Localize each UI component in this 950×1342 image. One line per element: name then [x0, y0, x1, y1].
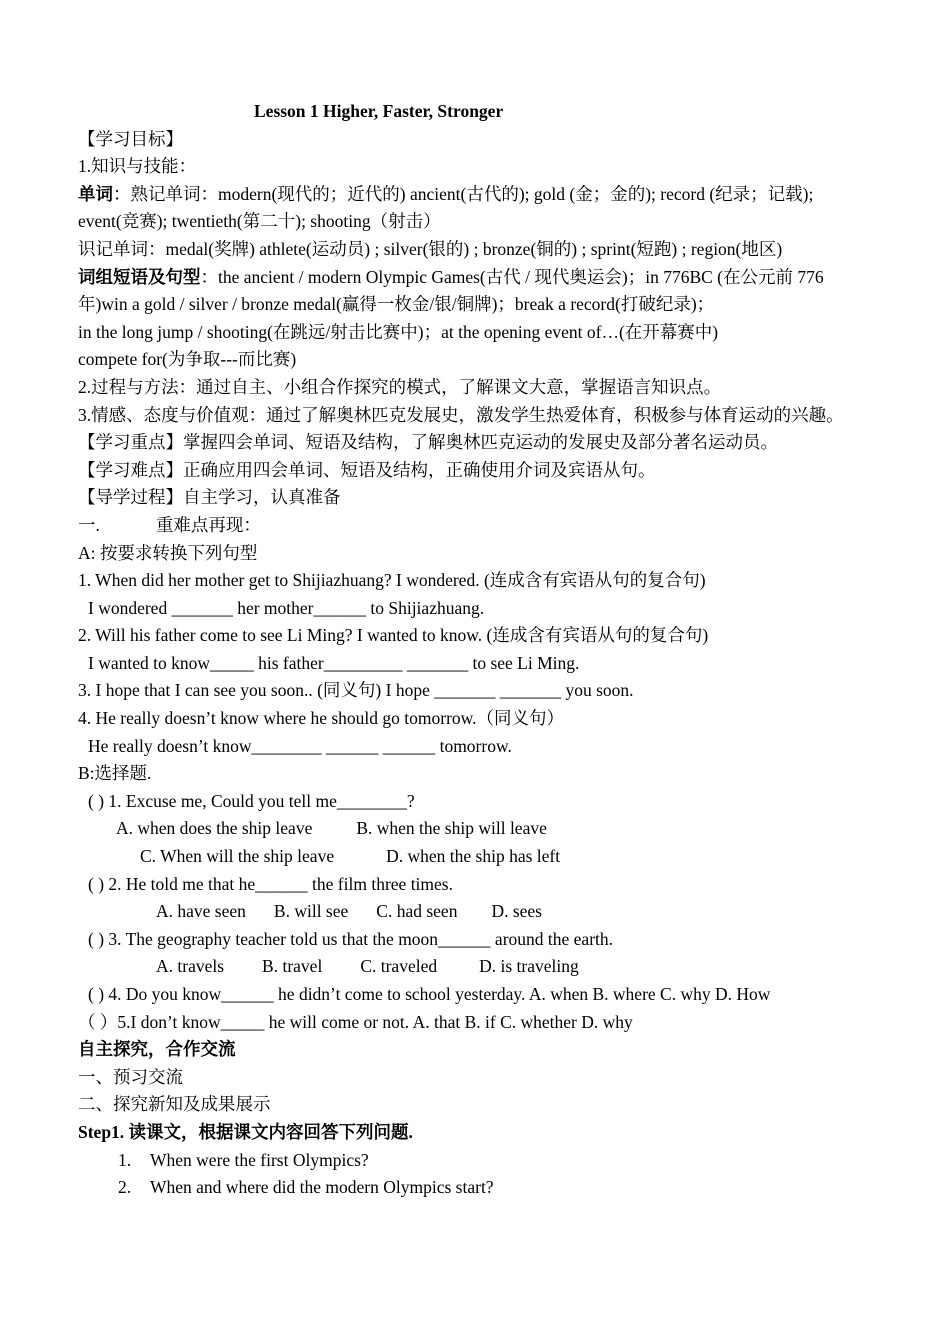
part-b-q3-options: [78, 953, 908, 981]
option-c: C. traveled: [360, 956, 438, 977]
guide-header: 【导学过程】自主学习，认真准备: [78, 487, 341, 508]
option-b: B. travel: [262, 956, 323, 977]
process-text: 2.过程与方法：通过自主、小组合作探究的模式，了解课文大意，掌握语言知识点。: [78, 376, 722, 397]
option-b: B. will see: [273, 901, 349, 922]
option-a: A. when does the ship leave: [116, 818, 313, 839]
phrases-line-1: [78, 264, 908, 292]
question-text: When were the first Olympics?: [150, 1149, 369, 1170]
question-number: 1.: [118, 1149, 132, 1170]
attitude-text: 3.情感、态度与价值观：通过了解奥林匹克发展史，激发学生热爱体育，积极参与体育运动的兴趣。: [78, 404, 844, 425]
part-a-q1: 1. When did her mother get to Shijiazhuang? I wondered. (连成含有宾语从句的复合句): [78, 570, 706, 591]
part-a-a1: I wondered _______ her mother______ to Shijiazhuang.: [88, 597, 485, 618]
part-a-q4: 4. He really doesn’t know where he should go tomorrow.（同义句）: [78, 708, 565, 729]
vocab-line-1: [78, 181, 908, 209]
option-c: C. had seen: [376, 901, 458, 922]
vocab-line-2: event(竞赛); twentieth(第二十); shooting（射击）: [78, 211, 441, 232]
preview-heading: 一、预习交流: [78, 1066, 183, 1087]
vocab-label: 单词: [78, 183, 113, 204]
part-b-q1-options-cd: [78, 843, 908, 871]
objectives-header: 【学习目标】: [78, 128, 183, 149]
part-a-q3: 3. I hope that I can see you soon.. (同义句) I hope _______ _______ you soon.: [78, 680, 634, 701]
phrases-label: 词组短语及句型: [78, 266, 201, 287]
part-b-q2-options: [78, 898, 908, 926]
part-b-q2: ( ) 2. He told me that he______ the film three times.: [88, 873, 453, 894]
phrases-line-2: 年)win a gold / silver / bronze medal(赢得一枚金/银/铜牌)；break a record(打破纪录)；: [78, 294, 715, 315]
part-b-q1: ( ) 1. Excuse me, Could you tell me________?: [88, 790, 415, 811]
difficult-points: 【学习难点】正确应用四会单词、短语及结构，正确使用介词及宾语从句。: [78, 459, 656, 480]
new-knowledge-heading: 二、探究新知及成果展示: [78, 1094, 271, 1115]
section-one-text: 重难点再现：: [155, 514, 261, 535]
phrases-line-1-text: ：the ancient / modern Olympic Games(古代 / 现代奥运会)；in 776BC (在公元前 776: [200, 266, 824, 287]
option-d: D. when the ship has left: [386, 846, 561, 867]
phrases-line-3: in the long jump / shooting(在跳远/射击比赛中)；at the opening event of…(在开幕赛中): [78, 321, 719, 342]
part-b-header: B:选择题.: [78, 763, 152, 784]
option-c: C. When will the ship leave: [140, 846, 335, 867]
option-d: D. sees: [491, 901, 542, 922]
section-one-number: 一.: [78, 514, 100, 535]
option-d: D. is traveling: [479, 956, 579, 977]
key-points: 【学习重点】掌握四会单词、短语及结构，了解奥林匹克运动的发展史及部分著名运动员。: [78, 432, 778, 453]
part-a-a4: He really doesn’t know________ ______ ______ tomorrow.: [88, 735, 512, 756]
option-b: B. when the ship will leave: [356, 818, 547, 839]
question-text: When and where did the modern Olympics start?: [150, 1177, 494, 1198]
part-a-q2: 2. Will his father come to see Li Ming? I wanted to know. (连成含有宾语从句的复合句): [78, 625, 709, 646]
section-one-heading: [78, 512, 908, 540]
document-page: [78, 98, 908, 1202]
option-a: A. have seen: [156, 901, 246, 922]
step1-question-2: [78, 1174, 908, 1202]
part-b-q5: （ ）5.I don’t know_____ he will come or not. A. that B. if C. whether D. why: [78, 1011, 633, 1032]
lesson-title: Lesson 1 Higher, Faster, Stronger: [254, 101, 504, 121]
step1-heading: Step1. 读课文，根据课文内容回答下列问题.: [78, 1121, 413, 1142]
part-a-a2: I wanted to know_____ his father_________ _______ to see Li Ming.: [88, 652, 580, 673]
part-b-q1-options-ab: [78, 815, 908, 843]
option-a: A. travels: [156, 956, 225, 977]
part-b-q3: ( ) 3. The geography teacher told us that the moon______ around the earth.: [88, 928, 614, 949]
part-b-q4: ( ) 4. Do you know______ he didn’t come to school yesterday. A. when B. where C. why D. How: [88, 984, 771, 1004]
phrases-line-4: compete for(为争取---而比赛): [78, 349, 297, 370]
part-a-header: A: 按要求转换下列句型: [78, 542, 258, 563]
knowledge-header: 1.知识与技能：: [78, 156, 197, 177]
explore-header: 自主探究，合作交流: [78, 1039, 236, 1060]
vocab-line-1-text: ：熟记单词：modern(现代的；近代的) ancient(古代的); gold (金；金的); record (纪录；记载);: [113, 183, 814, 204]
step1-question-1: [78, 1147, 908, 1175]
question-number: 2.: [118, 1177, 132, 1198]
vocab-line-3: 识记单词：medal(奖牌) athlete(运动员) ; silver(银的) ; bronze(铜的) ; sprint(短跑) ; region(地区): [78, 238, 783, 259]
